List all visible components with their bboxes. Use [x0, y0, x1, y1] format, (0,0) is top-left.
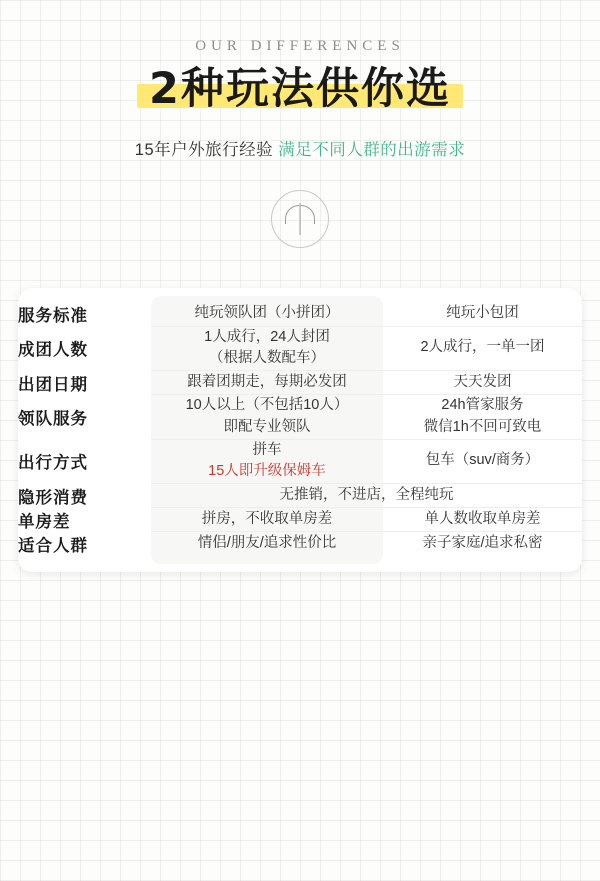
row-label: 出团日期 [18, 375, 88, 394]
leaf-circle-icon [271, 190, 329, 248]
row-label: 领队服务 [18, 409, 88, 428]
cell-plan-b [383, 395, 582, 440]
cell-line: （根据人数配车） [209, 350, 325, 367]
table-row [18, 302, 582, 326]
cell-plan-b: 单人数收取单房差 [383, 508, 582, 532]
page-title-text: 2种玩法供你选 [149, 64, 451, 114]
page-subtitle [0, 136, 600, 160]
row-label: 成团人数 [18, 341, 88, 360]
leaf-right [301, 205, 315, 224]
subtitle-plain: 15年户外旅行经验 [134, 141, 279, 160]
table-row [18, 439, 582, 484]
cell-line: 微信1h不回可致电 [423, 418, 542, 435]
cell-plan-a [151, 395, 383, 440]
cell-span-both: 无推销，不进店，全程纯玩 [151, 484, 582, 508]
comparison-table [18, 302, 582, 556]
cell-plan-b: 2人成行，一单一团 [383, 326, 582, 371]
page-header [0, 0, 600, 248]
leaf-left [285, 205, 299, 224]
row-label: 单房差 [18, 512, 71, 531]
cell-plan-a [151, 326, 383, 371]
cell-plan-a: 情侣/朋友/追求性价比 [197, 534, 337, 551]
cell-line: 10人以上（不包括10人） [185, 397, 349, 413]
table-row [18, 532, 582, 556]
comparison-card [18, 288, 582, 572]
cell-line: 24h管家服务 [441, 397, 524, 413]
cell-plan-a [151, 439, 383, 484]
cell-line: 1人成行，24人封团 [204, 328, 330, 345]
subtitle-highlight: 满足不同人群的出游需求 [278, 141, 466, 160]
row-label: 出行方式 [18, 454, 88, 473]
cell-line: 即配专业领队 [223, 418, 311, 435]
cell-plan-a: 拼房，不收取单房差 [151, 508, 383, 532]
table-row [18, 395, 582, 440]
cell-line-emphasis: 15人即升级保姆车 [208, 463, 326, 480]
table-row [18, 326, 582, 371]
cell-plan-b: 包车（suv/商务） [383, 439, 582, 484]
row-label: 适合人群 [18, 536, 88, 555]
page-title [137, 65, 463, 114]
table-row [18, 371, 582, 395]
table-row [18, 484, 582, 508]
cell-line: 拼车 [252, 441, 282, 458]
eyebrow-text: OUR DIFFERENCES [195, 38, 405, 54]
row-label: 服务标准 [18, 307, 88, 325]
row-label: 隐形消费 [18, 488, 88, 507]
cell-plan-b: 亲子家庭/追求私密 [422, 534, 543, 551]
cell-plan-b: 纯玩小包团 [383, 302, 582, 326]
table-row [18, 508, 582, 532]
cell-plan-a: 纯玩领队团（小拼团） [151, 302, 383, 326]
cell-plan-a: 跟着团期走，每期必发团 [151, 371, 383, 395]
cell-plan-b: 天天发团 [383, 371, 582, 395]
